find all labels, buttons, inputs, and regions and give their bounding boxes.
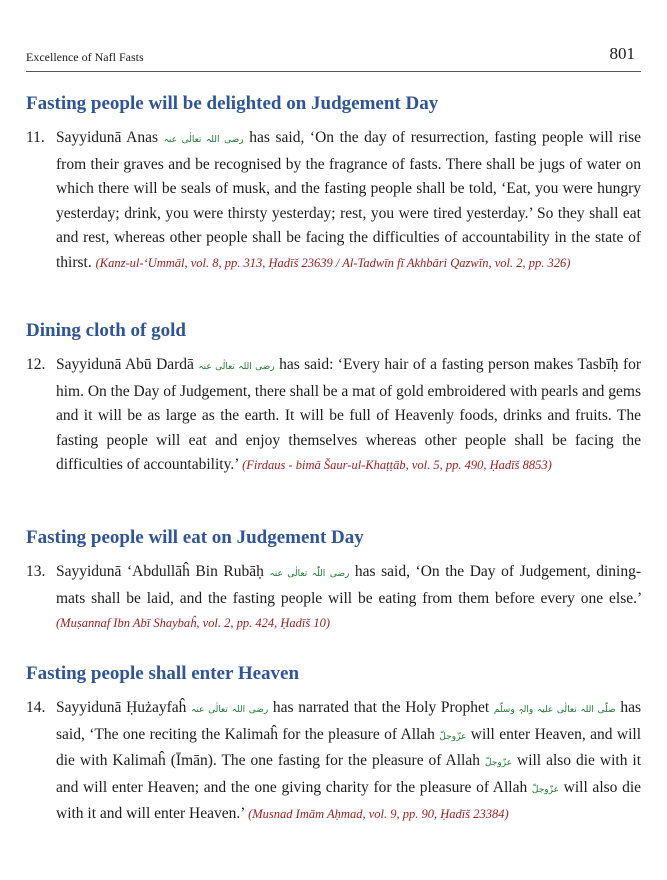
page-number: 801 xyxy=(609,44,635,63)
section-heading: Fasting people will eat on Judgement Day xyxy=(26,527,364,548)
section-heading: Fasting people shall enter Heaven xyxy=(26,663,300,684)
narrator-name: Sayyidunā Anas xyxy=(56,129,159,146)
narration-item xyxy=(26,126,641,275)
honorific-calligraphy: رضی اللہ تعالٰی عنہ xyxy=(163,135,244,145)
narration-text: has said: ‘Every hair of a fasting person makes Tasbīḥ for him. On the Day of Judgement, there shall be a mat of gold embroidered with pearls and gems and it will be as large as the earth. It will be full of Heavenly foods, drinks and fruits. The fasting people will eat and enjoy themselves whereas other people shall be facing the difficulties of accountability.’ xyxy=(56,356,642,473)
running-title: Excellence of Nafl Fasts xyxy=(26,50,144,64)
honorific-calligraphy: رضی اللّٰہ تعالٰی عنہ xyxy=(269,569,350,579)
header-divider xyxy=(26,71,641,72)
narration-text: has said, ‘On the Day of Judgement, dining-mats shall be laid, and the fasting people will be eating from them before every one else.’ xyxy=(56,563,641,607)
section-dining-cloth-of-gold xyxy=(26,318,641,493)
allah-honorific-calligraphy: عزّوجلّ xyxy=(531,784,559,795)
narration-text: will enter Heaven, and will die with Kalimaĥ (Īmān). The one fasting for the pleasure of Allah xyxy=(56,725,642,769)
reference: (Musnad Imām Aḥmad, vol. 9, pp. 90, Ḥadīš 23384) xyxy=(248,807,509,821)
allah-honorific-calligraphy: عزّوجلّ xyxy=(484,758,513,768)
reference: (Muṣannaf Ibn Abī Shaybaĥ, vol. 2, pp. 424, Ḥadīš 10) xyxy=(56,616,331,630)
allah-honorific-calligraphy: عزّوجلّ xyxy=(439,731,467,742)
narrator-name: Sayyidunā Ḥużayfaĥ xyxy=(56,699,187,716)
narration-item xyxy=(26,560,641,636)
narration-text: has narrated that the Holy Prophet xyxy=(272,699,490,716)
narrator-name: Sayyidunā ‘Abdullāĥ Bin Rubāḥ xyxy=(56,563,264,580)
honorific-calligraphy: رضی اللہ تعالٰی عنہ xyxy=(198,362,275,372)
reference: (Kanz-ul-‘Ummāl, vol. 8, pp. 313, Ḥadīš 23639 / Al-Tadwīn fī Akhbāri Qazwīn, vol. 2, pp. 326) xyxy=(95,255,571,270)
section-heading: Dining cloth of gold xyxy=(26,320,186,341)
narration-text: will also die with it and will enter Heaven.’ xyxy=(56,778,642,822)
narration-text: has said, ‘On the day of resurrection, fasting people will rise from their graves and be recognised by the fragrance of fasts. There shall be jugs of water on which there will be seals of musk, and the fasting people shall be told, ‘Eat, you were hungry yesterday; drink, you were thirsty yesterday; rest, you were tired yesterday.’ So they shall eat and rest, whereas other people shall be facing the difficulties of accountability in the state of thirst. xyxy=(56,129,641,271)
narration-text: has said, ‘The one reciting the Kalimaĥ for the pleasure of Allah xyxy=(56,699,642,743)
narration-text: will also die with it and will enter Heaven; and the one giving charity for the pleasure of Allah xyxy=(56,752,642,796)
section-enter-heaven xyxy=(26,661,641,842)
section-delighted-on-judgement-day xyxy=(26,91,641,291)
reference: (Firdaus - bimā Šaur-ul-Khaṭṭāb, vol. 5, pp. 490, Ḥadīš 8853) xyxy=(242,458,552,472)
honorific-calligraphy: رضی اللہ تعالٰی عنہ xyxy=(191,705,269,715)
prophet-honorific-calligraphy: صلّی اللہ تعالٰی علیہ والہٖ وسلّم xyxy=(493,705,616,715)
item-number: 13. xyxy=(26,563,46,580)
narration-item xyxy=(26,696,641,827)
item-number: 12. xyxy=(26,356,46,373)
section-heading: Fasting people will be delighted on Judgement Day xyxy=(26,93,439,114)
section-eat-on-judgement-day xyxy=(26,525,641,651)
narration-item xyxy=(26,353,641,478)
item-number: 14. xyxy=(26,699,46,716)
narrator-name: Sayyidunā Abū Dardā xyxy=(56,356,194,373)
page-header xyxy=(26,40,635,68)
item-number: 11. xyxy=(26,129,45,146)
